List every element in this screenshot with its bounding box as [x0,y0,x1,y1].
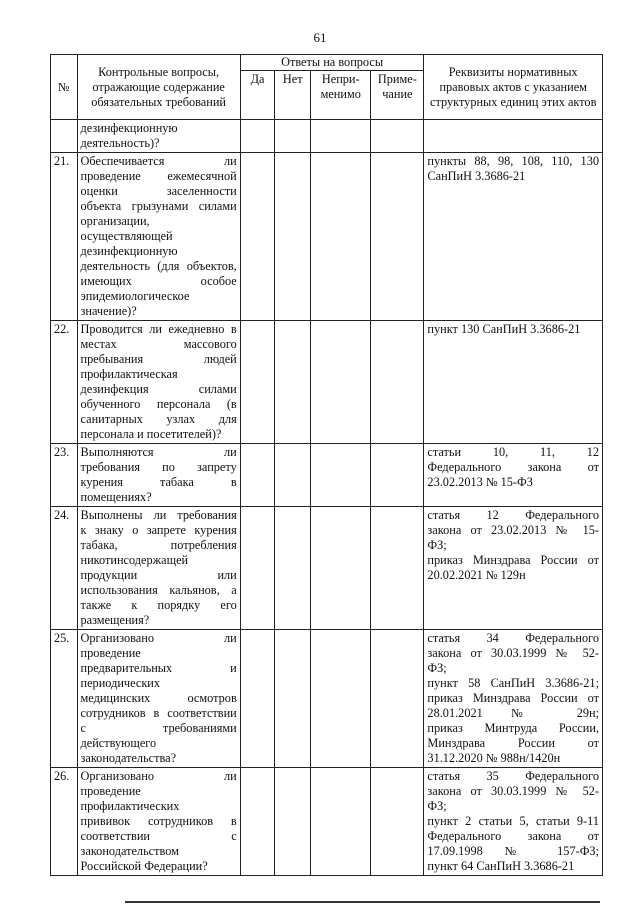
reference-line: закона от 30.03.1999 № 52- [427,646,599,660]
question-line: продукции или [80,568,237,582]
question-line: деятельность (для объектов, [80,259,237,273]
reference-line: статьи 10, 11, 12 [427,445,599,459]
answer-no-cell[interactable] [275,507,311,630]
header-note [371,71,424,120]
row-number: 21. [51,153,78,321]
question-line: значение)? [80,304,137,318]
continuation-ref [424,120,603,153]
continuation-question [77,120,240,153]
answer-na-cell[interactable] [311,321,371,444]
header-answers-group: Ответы на вопросы [240,55,424,71]
question-line: Обеспечивается ли [80,154,237,168]
reference-line: 17.09.1998 № 157-ФЗ; [427,844,599,858]
header-not-applicable-line2: менимо [320,87,361,101]
question-line: Выполняются ли [80,445,237,459]
answer-no-cell[interactable] [275,444,311,507]
reference-line: приказ Минздрава России от [427,553,599,567]
reference-line: ФЗ; [427,661,447,675]
reference-line: Федерального закона от [427,460,599,474]
answer-na-cell[interactable] [311,444,371,507]
bottom-rule [125,901,600,903]
answer-na-cell[interactable] [311,153,371,321]
question-line: профилактических [80,799,180,813]
question-line: обученного персонала (в [80,397,237,411]
question-line: никотинсодержащей [80,553,189,567]
header-not-applicable [311,71,371,120]
question-cell [77,321,240,444]
question-line: Организовано ли [80,769,237,783]
question-line: профилактическая [80,367,178,381]
answer-no-cell[interactable] [275,768,311,876]
row-number: 26. [51,768,78,876]
reference-line: пункт 130 СанПиН 3.3686-21 [427,322,581,336]
question-line: эпидемиологическое [80,289,190,303]
answer-no-cell[interactable] [275,321,311,444]
question-line: курения табака в [80,475,237,489]
reference-line: 28.01.2021 № 29н; [427,706,599,720]
question-line: проведение ежемесячной [80,169,237,183]
continuation-row [51,120,603,153]
answer-na-cell[interactable] [311,630,371,768]
header-yes: Да [240,71,275,120]
reference-line: закона от 23.02.2013 № 15- [427,523,599,537]
answer-note-cell[interactable] [371,120,424,153]
question-line: объекта грызунами силами [80,199,237,213]
checklist-row [51,444,603,507]
answer-yes-cell[interactable] [240,321,275,444]
row-number: 22. [51,321,78,444]
question-line: имеющих особое [80,274,237,288]
reference-cell [424,444,603,507]
header-refs: Реквизиты нормативных правовых актов с указанием структурных единиц этих актов [424,55,603,120]
question-line: санитарных узлах для [80,412,237,426]
answer-na-cell[interactable] [311,768,371,876]
reference-line: пункт 58 СанПиН 3.3686-21; [427,676,599,690]
row-number: 24. [51,507,78,630]
reference-line: Минздрава России от [427,736,599,750]
question-line: медицинских осмотров [80,691,237,705]
page-number: 61 [313,30,327,45]
question-line: персонала и посетителей)? [80,427,222,441]
question-line: местах массового [80,337,237,351]
question-cell [77,507,240,630]
reference-line: статья 34 Федерального [427,631,599,645]
question-line: предварительных и [80,661,237,675]
reference-line: пункт 64 СанПиН 3.3686-21 [427,859,575,873]
reference-line: 23.02.2013 № 15-ФЗ [427,475,533,489]
question-line: требования по запрету [80,460,237,474]
question-cell [77,153,240,321]
question-line: действующего [80,736,157,750]
question-cell [77,630,240,768]
answer-no-cell[interactable] [275,120,311,153]
continuation-num-cell [51,120,78,153]
question-line: Организовано ли [80,631,237,645]
answer-note-cell[interactable] [371,630,424,768]
header-num: № [51,55,78,120]
reference-line: СанПиН 3.3686-21 [427,169,526,183]
question-line: табака, потребления [80,538,237,552]
reference-cell [424,507,603,630]
question-line: законодательства? [80,751,177,765]
row-number: 23. [51,444,78,507]
row-number: 25. [51,630,78,768]
reference-cell [424,768,603,876]
answer-yes-cell[interactable] [240,120,275,153]
reference-line: 20.02.2021 № 129н [427,568,526,582]
question-line: дезинфекционную [80,121,178,135]
question-line: помещениях? [80,490,152,504]
question-line: Выполнены ли требования [80,508,237,522]
checklist-table [50,54,603,876]
reference-line: закона от 30.03.1999 № 52- [427,784,599,798]
answer-na-cell[interactable] [311,120,371,153]
answer-note-cell[interactable] [371,507,424,630]
question-line: осуществляющей [80,229,173,243]
reference-line: приказ Минтруда России, [427,721,599,735]
answer-yes-cell[interactable] [240,507,275,630]
question-line: размещения? [80,613,150,627]
answer-yes-cell[interactable] [240,153,275,321]
answer-yes-cell[interactable] [240,630,275,768]
answer-no-cell[interactable] [275,630,311,768]
question-cell [77,768,240,876]
answer-note-cell[interactable] [371,444,424,507]
question-line: оценки заселенности [80,184,237,198]
reference-line: статья 12 Федерального [427,508,599,522]
checklist-row [51,507,603,630]
answer-note-cell[interactable] [371,153,424,321]
question-line: соответствии с [80,829,237,843]
question-line: дезинфекционную [80,244,178,258]
question-line: деятельность)? [80,136,160,150]
question-line: дезинфекция силами [80,382,237,396]
header-no: Нет [275,71,311,120]
header-not-applicable-line1: Непри- [321,72,360,86]
answer-yes-cell[interactable] [240,444,275,507]
question-line: также к порядку его [80,598,237,612]
answer-no-cell[interactable] [275,153,311,321]
answer-note-cell[interactable] [371,321,424,444]
header-note-line2: чание [382,87,413,101]
reference-line: ФЗ; [427,538,447,552]
checklist-row [51,630,603,768]
reference-line: Федерального закона от [427,829,599,843]
reference-line: пункты 88, 98, 108, 110, 130 [427,154,599,168]
question-line: организации, [80,214,150,228]
question-line: сотрудников в соответствии [80,706,237,720]
reference-line: статья 35 Федерального [427,769,599,783]
question-line: использования кальянов, а [80,583,237,597]
question-line: к знаку о запрете курения [80,523,237,537]
question-cell [77,444,240,507]
question-line: проведение [80,646,141,660]
answer-yes-cell[interactable] [240,768,275,876]
reference-line: пункт 2 статьи 5, статьи 9-11 [427,814,599,828]
checklist-row [51,153,603,321]
reference-cell [424,321,603,444]
reference-line: 31.12.2020 № 988н/1420н [427,751,561,765]
header-note-line1: Приме- [377,72,417,86]
reference-cell [424,153,603,321]
question-line: проведение [80,784,141,798]
question-line: пребывания людей [80,352,237,366]
reference-line: приказ Минздрава России от [427,691,599,705]
question-line: Проводится ли ежедневно в [80,322,237,336]
question-line: периодических [80,676,161,690]
reference-cell [424,630,603,768]
question-line: с требованиями [80,721,237,735]
answer-na-cell[interactable] [311,507,371,630]
question-line: законодательством [80,844,179,858]
checklist-row [51,321,603,444]
question-line: прививок сотрудников в [80,814,237,828]
answer-note-cell[interactable] [371,768,424,876]
question-line: Российской Федерации? [80,859,208,873]
checklist-row [51,768,603,876]
reference-line: ФЗ; [427,799,447,813]
header-question: Контрольные вопросы, отражающие содержание обязательных требований [77,55,240,120]
